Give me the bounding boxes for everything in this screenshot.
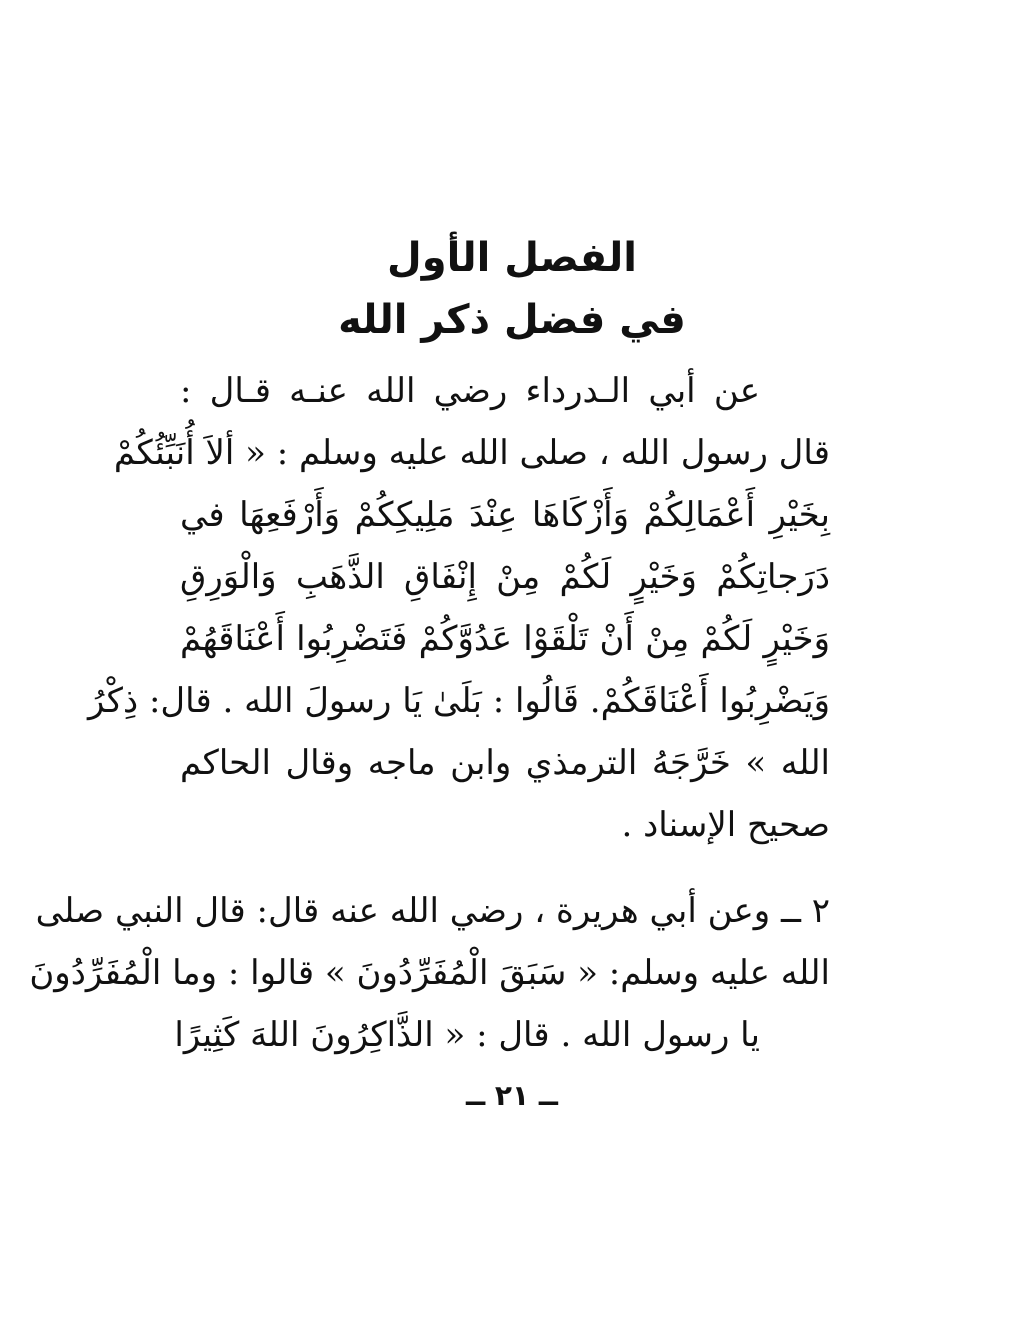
paragraph-line: الله عليه وسلم: « سَبَقَ الْمُفَرِّدُونَ » قالوا : وما الْمُفَرِّدُونَ <box>29 953 830 993</box>
paragraph-line: ٢ ــ وعن أبي هريرة ، رضي الله عنه قال: قال النبي صلى <box>35 891 830 931</box>
paragraph-line: عن أبي الـدرداء رضي الله عنـه قـال : <box>180 371 760 411</box>
paragraph-line: الله » خَرَّجَهُ الترمذي وابن ماجه وقال الحاكم <box>180 743 830 783</box>
page-number: ــ ٢١ ــ <box>466 1079 558 1112</box>
chapter-subtitle: في فضل ذكر الله <box>338 297 686 343</box>
chapter-title: الفصل الأول <box>387 235 637 281</box>
paragraph-line: يا رسول الله . قال : « الذَّاكِرُونَ اللهَ كَثِيرًا <box>174 1015 760 1055</box>
paragraph-line: وَيَضْرِبُوا أَعْنَاقَكُمْ. قَالُوا : بَلَىٰ يَا رسولَ الله . قال: ذِكْرُ <box>88 681 830 721</box>
paragraph-line: وَخَيْرٍ لَكُمْ مِنْ أَنْ تَلْقَوْا عَدُوَّكُمْ فَتَضْرِبُوا أَعْنَاقَهُمْ <box>180 619 830 659</box>
paragraph-line: بِخَيْرِ أَعْمَالِكُمْ وَأَزْكَاهَا عِنْدَ مَلِيكِكُمْ وَأَرْفَعِهَا في <box>180 495 830 535</box>
paragraph-line: دَرَجاتِكُمْ وَخَيْرٍ لَكُمْ مِنْ إِنْفَاقِ الذَّهَبِ وَالْوَرِقِ <box>180 557 830 597</box>
hadith-paragraph-2 <box>29 880 830 1066</box>
paragraph-line: صحيح الإسناد . <box>621 805 830 845</box>
hadith-paragraph-1 <box>88 360 830 856</box>
paragraph-line: قال رسول الله ، صلى الله عليه وسلم : « ألاَ أُنَبِّئُكُمْ <box>113 433 830 473</box>
